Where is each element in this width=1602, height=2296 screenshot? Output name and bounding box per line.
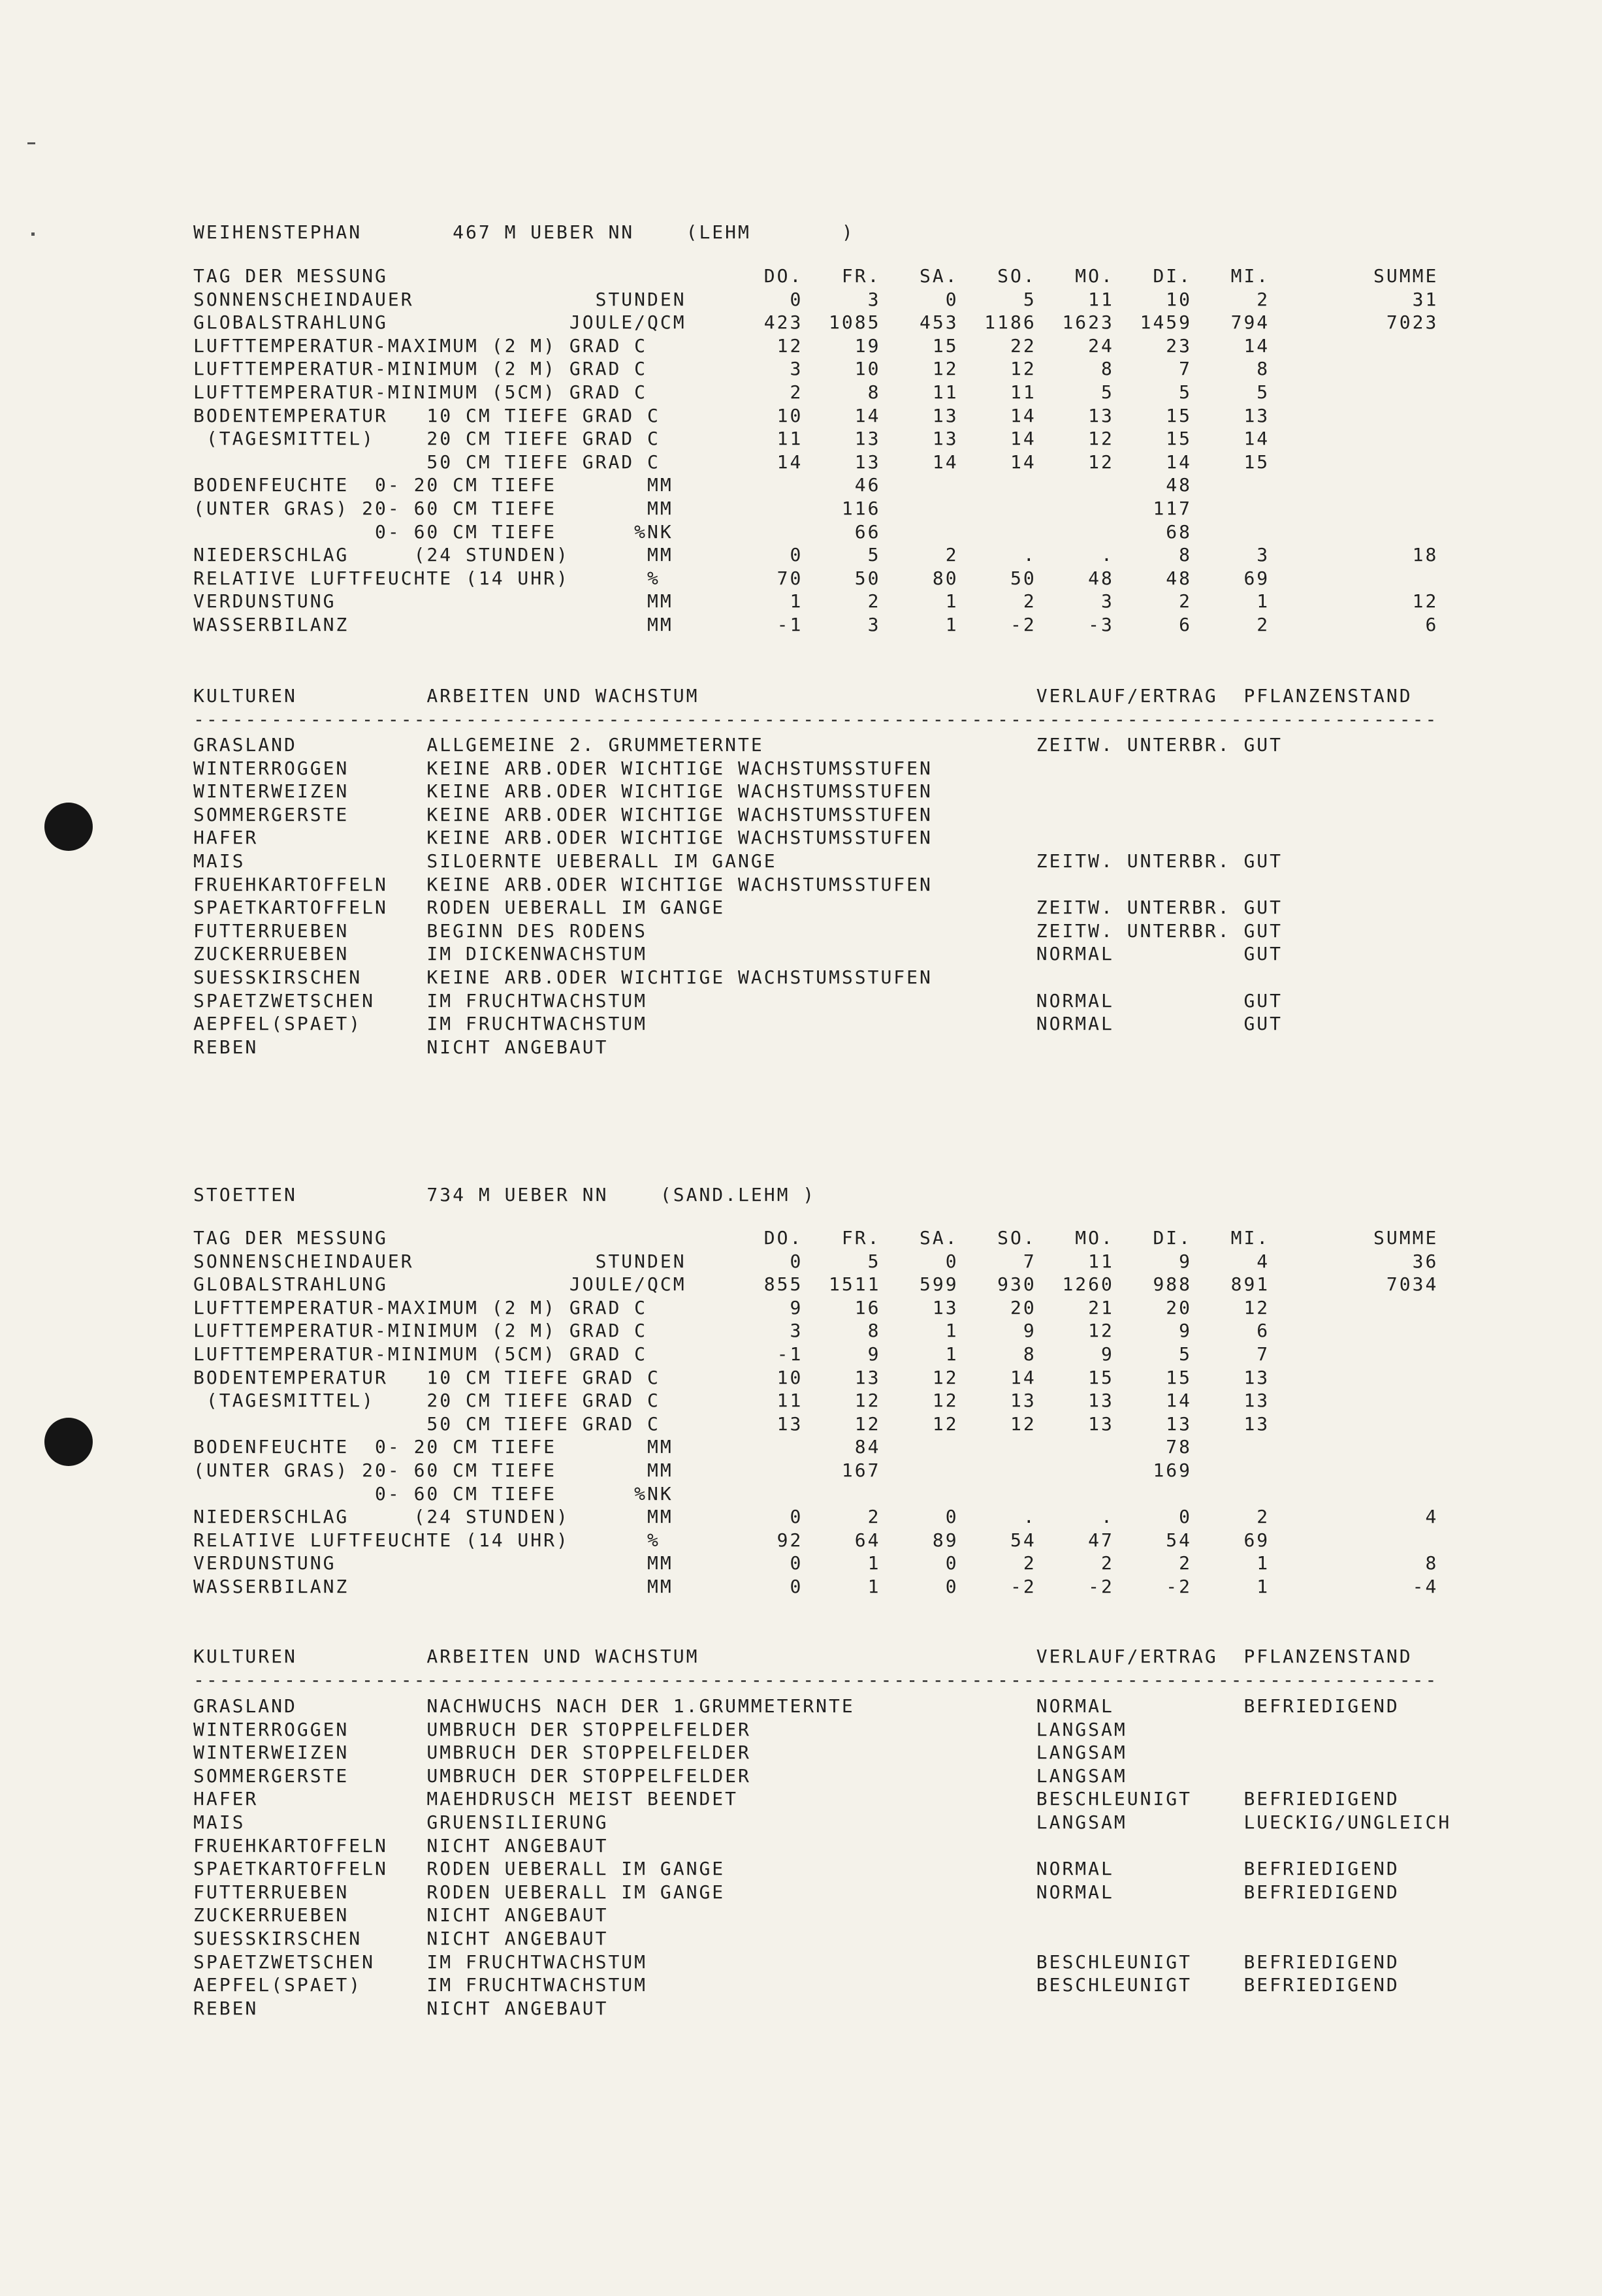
crop-row: FUTTERRUEBEN BEGINN DES RODENS ZEITW. UNTERBR. GUT	[193, 919, 1283, 942]
measurement-row: LUFTTEMPERATUR-MINIMUM (5CM) GRAD C -1 9 1 8 9 5 7	[193, 1343, 1270, 1365]
measurement-row: 50 CM TIEFE GRAD C 14 13 14 14 12 14 15	[193, 451, 1270, 473]
measurement-row: LUFTTEMPERATUR-MAXIMUM (2 M) GRAD C 12 19 15 22 24 23 14	[193, 334, 1270, 357]
crop-row: SPAETZWETSCHEN IM FRUCHTWACHSTUM NORMAL GUT	[193, 989, 1283, 1012]
measurement-header-row: TAG DER MESSUNG DO. FR. SA. SO. MO. DI. MI. SUMME	[193, 1227, 1439, 1249]
crop-row: SUESSKIRSCHEN NICHT ANGEBAUT	[193, 1928, 609, 1949]
crops-header-row: KULTUREN ARBEITEN UND WACHSTUM VERLAUF/ERTRAG PFLANZENSTAND	[193, 1646, 1413, 1667]
measurement-row: 50 CM TIEFE GRAD C 13 12 12 12 13 13 13	[193, 1412, 1270, 1435]
measurement-row: 0- 60 CM TIEFE %NK 66 68	[193, 520, 1193, 543]
crop-row: REBEN NICHT ANGEBAUT	[193, 1036, 609, 1058]
crop-row: WINTERROGGEN KEINE ARB.ODER WICHTIGE WACHSTUMSSTUFEN	[193, 757, 933, 779]
crop-row: AEPFEL(SPAET) IM FRUCHTWACHSTUM NORMAL GUT	[193, 1013, 1283, 1035]
measurement-row: VERDUNSTUNG MM 0 1 0 2 2 2 1 8	[193, 1552, 1439, 1574]
crop-row: SOMMERGERSTE KEINE ARB.ODER WICHTIGE WACHSTUMSSTUFEN	[193, 803, 933, 825]
crop-row: HAFER MAEHDRUSCH MEIST BEENDET BESCHLEUNIGT BEFRIEDIGEND	[193, 1788, 1400, 1810]
punch-hole-icon	[44, 1418, 93, 1466]
measurement-row: BODENFEUCHTE 0- 20 CM TIEFE MM 84 78	[193, 1436, 1193, 1458]
crop-row: SPAETKARTOFFELN RODEN UEBERALL IM GANGE NORMAL BEFRIEDIGEND	[193, 1858, 1400, 1880]
measurement-row: SONNENSCHEINDAUER STUNDEN 0 3 0 5 11 10 2 31	[193, 288, 1439, 310]
measurement-row: 0- 60 CM TIEFE %NK	[193, 1482, 673, 1505]
station-header: WEIHENSTEPHAN 467 M UEBER NN (LEHM )	[193, 221, 855, 243]
crop-row: GRASLAND NACHWUCHS NACH DER 1.GRUMMETERNTE NORMAL BEFRIEDIGEND	[193, 1695, 1400, 1717]
crop-row: ZUCKERRUEBEN IM DICKENWACHSTUM NORMAL GUT	[193, 943, 1283, 965]
measurement-row: (UNTER GRAS) 20- 60 CM TIEFE MM 167 169	[193, 1459, 1193, 1481]
crop-row: MAIS GRUENSILIERUNG LANGSAM LUECKIG/UNGLEICH	[193, 1811, 1452, 1833]
measurement-row: LUFTTEMPERATUR-MINIMUM (5CM) GRAD C 2 8 11 11 5 5 5	[193, 381, 1270, 403]
measurement-row: BODENTEMPERATUR 10 CM TIEFE GRAD C 10 13 12 14 15 15 13	[193, 1366, 1270, 1388]
measurement-row: RELATIVE LUFTFEUCHTE (14 UHR) % 92 64 89 54 47 54 69	[193, 1529, 1270, 1551]
crop-row: AEPFEL(SPAET) IM FRUCHTWACHSTUM BESCHLEUNIGT BEFRIEDIGEND	[193, 1974, 1400, 1996]
margin-dot	[31, 232, 35, 236]
crop-row: FRUEHKARTOFFELN KEINE ARB.ODER WICHTIGE WACHSTUMSSTUFEN	[193, 873, 933, 895]
measurement-row: BODENTEMPERATUR 10 CM TIEFE GRAD C 10 14 13 14 13 15 13	[193, 404, 1270, 426]
crops-header-row: KULTUREN ARBEITEN UND WACHSTUM VERLAUF/ERTRAG PFLANZENSTAND	[193, 685, 1413, 707]
crop-row: SPAETZWETSCHEN IM FRUCHTWACHSTUM BESCHLEUNIGT BEFRIEDIGEND	[193, 1951, 1400, 1973]
measurement-row: RELATIVE LUFTFEUCHTE (14 UHR) % 70 50 80 50 48 48 69	[193, 567, 1270, 589]
crop-row: WINTERROGGEN UMBRUCH DER STOPPELFELDER LANGSAM	[193, 1718, 1127, 1740]
measurement-row: WASSERBILANZ MM -1 3 1 -2 -3 6 2 6	[193, 614, 1439, 635]
measurement-row: WASSERBILANZ MM 0 1 0 -2 -2 -2 1 -4	[193, 1576, 1439, 1597]
divider-line: ------------------------------------------------------------------------------------------------	[193, 709, 1439, 730]
measurement-row: GLOBALSTRAHLUNG JOULE/QCM 855 1511 599 930 1260 988 891 7034	[193, 1273, 1439, 1296]
measurement-row: LUFTTEMPERATUR-MINIMUM (2 M) GRAD C 3 10 12 12 8 7 8	[193, 358, 1270, 380]
measurement-row: NIEDERSCHLAG (24 STUNDEN) MM 0 2 0 . . 0 2 4	[193, 1506, 1439, 1528]
station-header: STOETTEN 734 M UEBER NN (SAND.LEHM )	[193, 1184, 816, 1205]
punch-hole-icon	[44, 803, 93, 851]
measurement-row: LUFTTEMPERATUR-MAXIMUM (2 M) GRAD C 9 16 13 20 21 20 12	[193, 1296, 1270, 1318]
measurement-row: (TAGESMITTEL) 20 CM TIEFE GRAD C 11 13 13 14 12 15 14	[193, 428, 1270, 450]
crop-row: HAFER KEINE ARB.ODER WICHTIGE WACHSTUMSSTUFEN	[193, 827, 933, 849]
crop-row: ZUCKERRUEBEN NICHT ANGEBAUT	[193, 1904, 609, 1926]
margin-mark	[27, 142, 35, 144]
crop-row: GRASLAND ALLGEMEINE 2. GRUMMETERNTE ZEITW. UNTERBR. GUT	[193, 734, 1283, 756]
divider-line: ------------------------------------------------------------------------------------------------	[193, 1669, 1439, 1691]
measurement-row: (UNTER GRAS) 20- 60 CM TIEFE MM 116 117	[193, 498, 1193, 519]
crop-row: SUESSKIRSCHEN KEINE ARB.ODER WICHTIGE WACHSTUMSSTUFEN	[193, 966, 933, 988]
crop-row: FRUEHKARTOFFELN NICHT ANGEBAUT	[193, 1834, 609, 1857]
crop-row: MAIS SILOERNTE UEBERALL IM GANGE ZEITW. UNTERBR. GUT	[193, 850, 1283, 872]
measurement-row: BODENFEUCHTE 0- 20 CM TIEFE MM 46 48	[193, 474, 1193, 496]
crop-row: WINTERWEIZEN KEINE ARB.ODER WICHTIGE WACHSTUMSSTUFEN	[193, 780, 933, 803]
crop-row: FUTTERRUEBEN RODEN UEBERALL IM GANGE NORMAL BEFRIEDIGEND	[193, 1881, 1400, 1903]
crop-row: SOMMERGERSTE UMBRUCH DER STOPPELFELDER LANGSAM	[193, 1764, 1127, 1787]
measurement-row: GLOBALSTRAHLUNG JOULE/QCM 423 1085 453 1186 1623 1459 794 7023	[193, 311, 1439, 334]
measurement-row: LUFTTEMPERATUR-MINIMUM (2 M) GRAD C 3 8 1 9 12 9 6	[193, 1320, 1270, 1342]
measurement-row: SONNENSCHEINDAUER STUNDEN 0 5 0 7 11 9 4 36	[193, 1250, 1439, 1272]
crop-row: SPAETKARTOFFELN RODEN UEBERALL IM GANGE ZEITW. UNTERBR. GUT	[193, 897, 1283, 919]
measurement-header-row: TAG DER MESSUNG DO. FR. SA. SO. MO. DI. MI. SUMME	[193, 265, 1439, 287]
measurement-row: (TAGESMITTEL) 20 CM TIEFE GRAD C 11 12 12 13 13 14 13	[193, 1390, 1270, 1412]
measurement-row: NIEDERSCHLAG (24 STUNDEN) MM 0 5 2 . . 8 3 18	[193, 544, 1439, 566]
crop-row: REBEN NICHT ANGEBAUT	[193, 1997, 609, 2019]
crop-row: WINTERWEIZEN UMBRUCH DER STOPPELFELDER LANGSAM	[193, 1742, 1127, 1764]
measurement-row: VERDUNSTUNG MM 1 2 1 2 3 2 1 12	[193, 590, 1439, 613]
